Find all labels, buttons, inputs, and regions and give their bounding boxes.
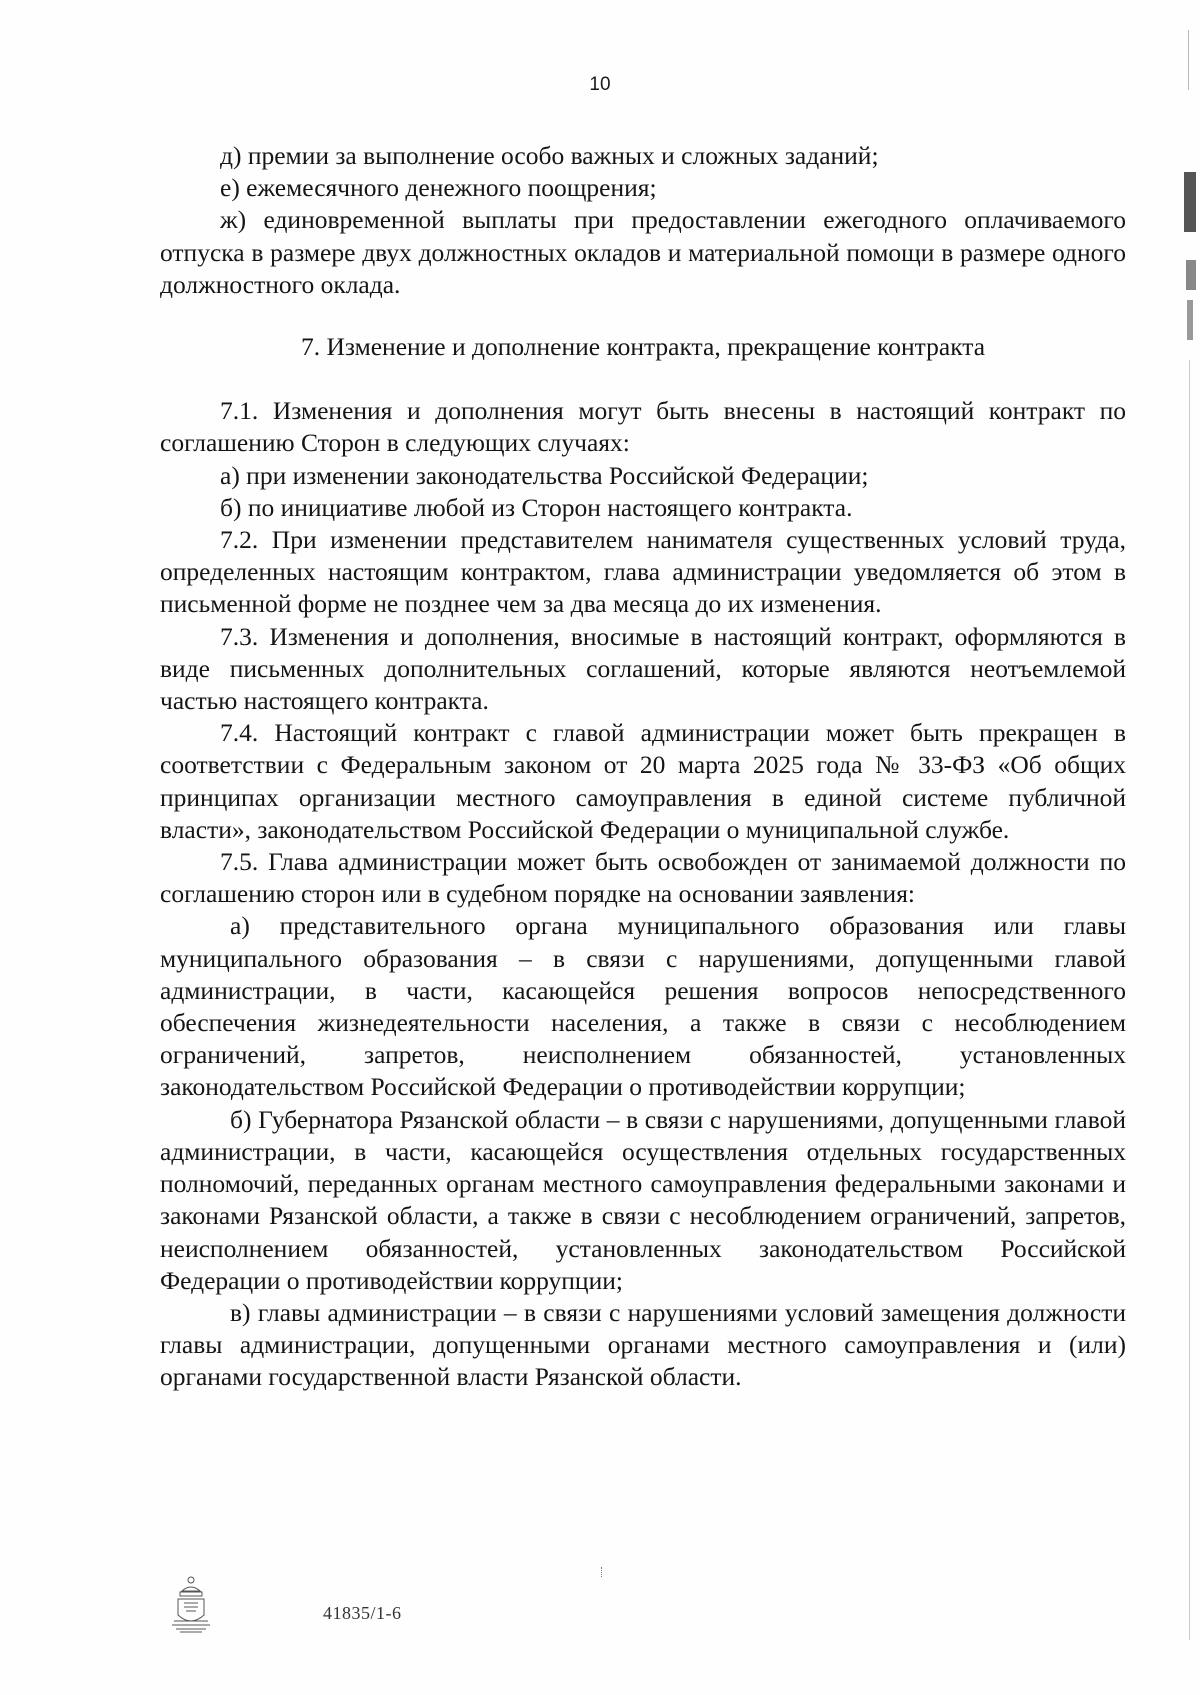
clause-7-1: 7.1. Изменения и дополнения могут быть внесены в настоящий контракт по соглашению Сторон в следующих случаях:	[160, 396, 1126, 458]
document-code: 41835/1-6	[323, 1603, 402, 1623]
list-item-zh: ж) единовременной выплаты при предоставлении ежегодного оплачиваемого отпуска в размере двух должностных окладов и материальной помощи в размере одного должностного оклада.	[160, 205, 1126, 299]
list-item-d: д) премии за выполнение особо важных и сложных заданий;	[220, 141, 879, 170]
list-item-e: е) ежемесячного денежного поощрения;	[220, 173, 657, 203]
scan-artifact	[601, 1567, 604, 1577]
clause-7-5-b: б) Губернатора Рязанской области – в связи с нарушениями, допущенными главой администрации, в части, касающейся осуществления отдельных государственных полномочий, переданных органам местного самоуправления федеральными законами и законами Рязанской области, а также в связи с несоблюдением ограничений, запретов, неисполнением обязанностей, установленных законодательством Российской Федерации о противодействии коррупции;	[160, 1104, 1126, 1295]
page-number: 10	[589, 74, 611, 95]
document-body	[160, 140, 1126, 1394]
clause-7-2: 7.2. При изменении представителем нанимателя существенных условий труда, определенных настоящим контрактом, глава администрации уведомляется об этом в письменной форме не позднее чем за два месяца до их изменения.	[160, 525, 1126, 619]
clause-7-4: 7.4. Настоящий контракт с главой администрации может быть прекращен в соответствии с Федеральным законом от 20 марта 2025 года № 33-ФЗ «Об общих принципах организации местного самоуправления в единой системе публичной власти», законодательством Российской Федерации о муниципальной службе.	[160, 718, 1126, 844]
clause-7-5-a: а) представительного органа муниципального образования или главы муниципального образования – в связи с нарушениями, допущенными главой администрации, в части, касающейся решения вопросов непосредственного обеспечения жизнедеятельности населения, а также в связи с несоблюдением ограничений, запретов, неисполнением обязанностей, установленных законодательством Российской Федерации о противодействии коррупции;	[160, 911, 1126, 1102]
clause-7-5-v: в) главы администрации – в связи с нарушениями условий замещения должности главы администрации, допущенными органами местного самоуправления и (или) органами государственной власти Рязанской области.	[160, 1297, 1126, 1392]
clause-7-5: 7.5. Глава администрации может быть освобожден от занимаемой должности по соглашению сторон или в судебном порядке на основании заявления:	[160, 847, 1126, 909]
section-heading: 7. Изменение и дополнение контракта, прекращение контракта	[300, 332, 986, 362]
scan-edge-marks	[1180, 0, 1200, 1695]
clause-7-3: 7.3. Изменения и дополнения, вносимые в настоящий контракт, оформляются в виде письменных дополнительных соглашений, которые являются неотъемлемой частью настоящего контракта.	[160, 621, 1126, 716]
coat-of-arms-icon	[168, 1575, 214, 1635]
clause-7-1-b: б) по инициативе любой из Сторон настоящего контракта.	[220, 492, 853, 522]
clause-7-1-a: а) при изменении законодательства Российской Федерации;	[220, 460, 869, 490]
